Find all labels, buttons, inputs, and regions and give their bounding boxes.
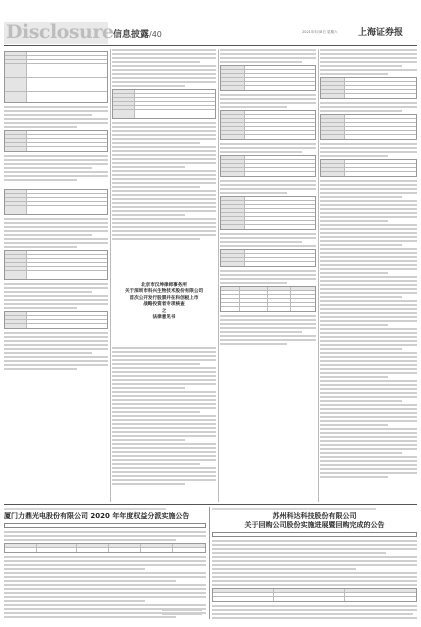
section-title-text: 信息披露 [113,30,150,40]
page-header [0,0,421,46]
info-table [320,159,417,177]
announcement-title-line: 关于深圳市科兴生物技术股份有限公司 [124,289,204,295]
brand-wordmark: Disclosure [6,21,114,43]
text-column-3 [220,49,316,502]
info-table [220,155,316,177]
announcement-title-line: 之 [161,308,167,314]
info-table [220,196,316,230]
column-divider [209,507,210,619]
info-table [320,114,417,140]
announcement-title [112,283,216,321]
info-table [4,311,108,329]
info-table [4,250,108,280]
section-rule [4,504,417,505]
column-divider [218,49,219,502]
signature-block [373,609,413,617]
announcement-title-line: 北京市汉坤律师事务所 [141,283,187,288]
column-divider [318,49,319,502]
buyback-announcement [212,507,417,619]
signature-block [162,609,202,617]
announcement-title-line: 首次公开发行股票并在科创板上市 [129,295,199,301]
text-column-4 [320,49,417,502]
newspaper-name: 上海证券报 [358,28,404,38]
publication-date: 2021年5月8日 星期六 [302,30,338,34]
announcement-heading: 苏州科达科技股份有限公司 [272,512,357,520]
info-table [320,77,417,99]
stock-code-line [4,508,166,510]
stock-code-line [212,508,376,510]
info-table [220,249,316,267]
column-divider [110,49,111,502]
announcement-heading: 厦门力鼎光电股份有限公司 2020 年年度权益分派实施公告 [4,512,190,520]
announcement-title-line: 战略投资者专项核查 [143,302,185,308]
text-column-1 [4,49,108,502]
header-rule [4,45,417,46]
announcement-heading: 关于回购公司股份实施进展暨回购完成的公告 [244,521,385,529]
data-table [4,543,206,553]
dividend-announcement [4,507,206,619]
info-table [112,89,216,119]
section-title [113,27,162,40]
text-column-2 [112,49,216,502]
info-table [4,51,108,103]
announcement-title-line: 法律意见书 [152,315,176,321]
board-notice-box [4,523,206,528]
data-table [212,588,417,602]
info-table [4,189,108,215]
info-table [4,130,108,152]
data-table [220,286,316,312]
info-table [220,65,316,91]
info-table [220,110,316,140]
page-number: /40 [149,30,162,39]
board-notice-box [212,532,417,537]
